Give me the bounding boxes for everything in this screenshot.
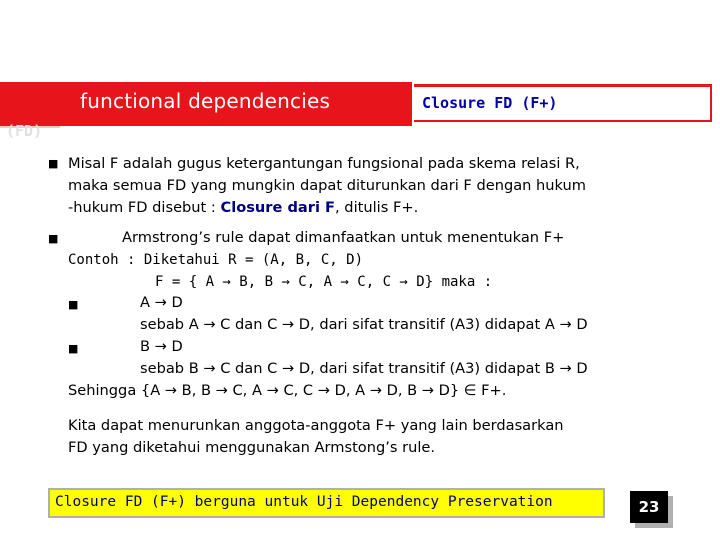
derivation-1-body: sebab A → C dan C → D, dari sifat transitif (A3) didapat A → D — [140, 316, 588, 333]
paragraph-2-line-1: Armstrong’s rule dapat dimanfaatkan untuk menentukan F+ — [122, 229, 565, 246]
derivation-1-head: A → D — [140, 294, 183, 311]
bullet-square-icon: ■ — [68, 298, 79, 311]
bullet-square-icon: ■ — [48, 157, 59, 170]
closure-term: Closure dari F — [220, 199, 336, 216]
paragraph-1-line-2: maka semua FD yang mungkin dapat diturunkan dari F dengan hukum — [68, 177, 587, 194]
example-line: Contoh : Diketahui R = (A, B, C, D) — [68, 252, 364, 268]
paragraph-1-line-3 — [68, 198, 418, 218]
footer-note: Closure FD (F+) berguna untuk Uji Dependency Preservation — [55, 494, 553, 510]
derivation-2-head: B → D — [140, 338, 183, 355]
p1-line3-suffix: , ditulis F+. — [335, 199, 419, 216]
derivation-2-body: sebab B → C dan C → D, dari sifat transitif (A3) didapat B → D — [140, 360, 588, 377]
title-overflow-tag: (FD) — [6, 122, 43, 140]
bullet-square-icon: ■ — [48, 232, 59, 245]
fd-set-line: F = { A → B, B → C, A → C, C → D} maka : — [155, 274, 493, 290]
paragraph-3-line-1: Kita dapat menurunkan anggota-anggota F+ yang lain berdasarkan — [68, 417, 564, 434]
paragraph-3-line-2: FD yang diketahui menggunakan Armstong’s rule. — [68, 439, 436, 456]
paragraph-1-line-1: Misal F adalah gugus ketergantungan fungsional pada skema relasi R, — [68, 155, 580, 172]
page-number: 23 — [630, 491, 668, 523]
slide-title: functional dependencies — [80, 89, 331, 113]
slide-subtitle: Closure FD (F+) — [422, 94, 558, 112]
p1-line3-prefix: -hukum FD disebut : — [68, 199, 221, 216]
bullet-square-icon: ■ — [68, 342, 79, 355]
conclusion-line: Sehingga {A → B, B → C, A → C, C → D, A → D, B → D} ∈ F+. — [68, 382, 507, 399]
